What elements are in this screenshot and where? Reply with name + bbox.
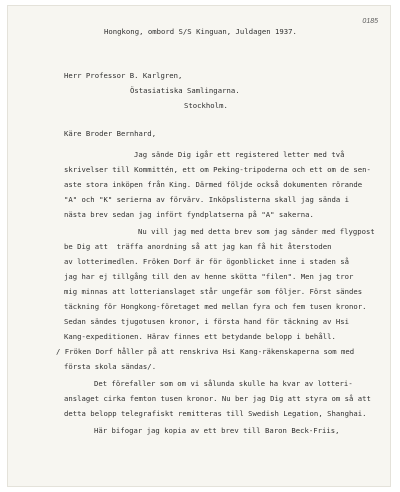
body-line: "A" och "K" serierna av förvärv. Inköpslisterna skall jag sända i	[64, 195, 350, 204]
body-line: Sedan sändes tjugotusen kronor, i första hand för täckning av Hsi	[64, 317, 350, 326]
address-line-3: Stockholm.	[184, 101, 228, 110]
body-line: be Dig att träffa anordning så att jag kan få hit återstoden	[64, 242, 332, 251]
body-line: Jag sände Dig igår ett registered letter med två	[134, 150, 345, 159]
body-line: jag har ej tillgång till den av henne skötta "filen". Men jag tror	[64, 272, 354, 281]
body-line: Kang-expeditionen. Härav finnes ett betydande belopp i behåll.	[64, 332, 336, 341]
body-line: anslaget cirka femton tusen kronor. Nu ber jag Dig att styra om så att	[64, 394, 371, 403]
body-line: detta belopp telegrafiskt remitteras till Swedish Legation, Shanghai.	[64, 409, 367, 418]
address-line-2: Östasiatiska Samlingarna.	[130, 86, 240, 95]
body-line: av lotterimedlen. Fröken Dorf är för ögonblicket inne i staden så	[64, 257, 350, 266]
body-line: Det förefaller som om vi sålunda skulle ha kvar av lotteri-	[94, 379, 353, 388]
salutation: Käre Broder Bernhard,	[64, 129, 157, 138]
body-line: nästa brev sedan jag infört fyndplatserna på "A" sakerna.	[64, 210, 314, 219]
body-line: skrivelser till Kommittén, ett om Peking-tripoderna och ett om de sen-	[64, 165, 371, 174]
body-line: / Fröken Dorf håller på att renskriva Hsi Kang-räkenskaperna som med	[56, 347, 355, 356]
body-line: täckning för Hongkong-företaget med mellan fyra och fem tusen kronor.	[64, 302, 367, 311]
letter-heading: Hongkong, ombord S/S Kinguan, Juldagen 1937.	[104, 27, 297, 36]
body-line: aste stora inköpen från King. Därmed följde också dokumenten rörande	[64, 180, 363, 189]
body-line: mig minnas att lotterianslaget står ungefär som följer. Först sändes	[64, 287, 363, 296]
body-line: första skola sändas/.	[64, 362, 157, 371]
body-line: Här bifogar jag kopia av ett brev till Baron Beck-Friis,	[94, 426, 340, 435]
body-line: Nu vill jag med detta brev som jag sänder med flygpost	[138, 227, 375, 236]
letter-page	[8, 6, 390, 486]
archive-number: 0185	[362, 18, 378, 25]
address-line-1: Herr Professor B. Karlgren,	[64, 71, 183, 80]
